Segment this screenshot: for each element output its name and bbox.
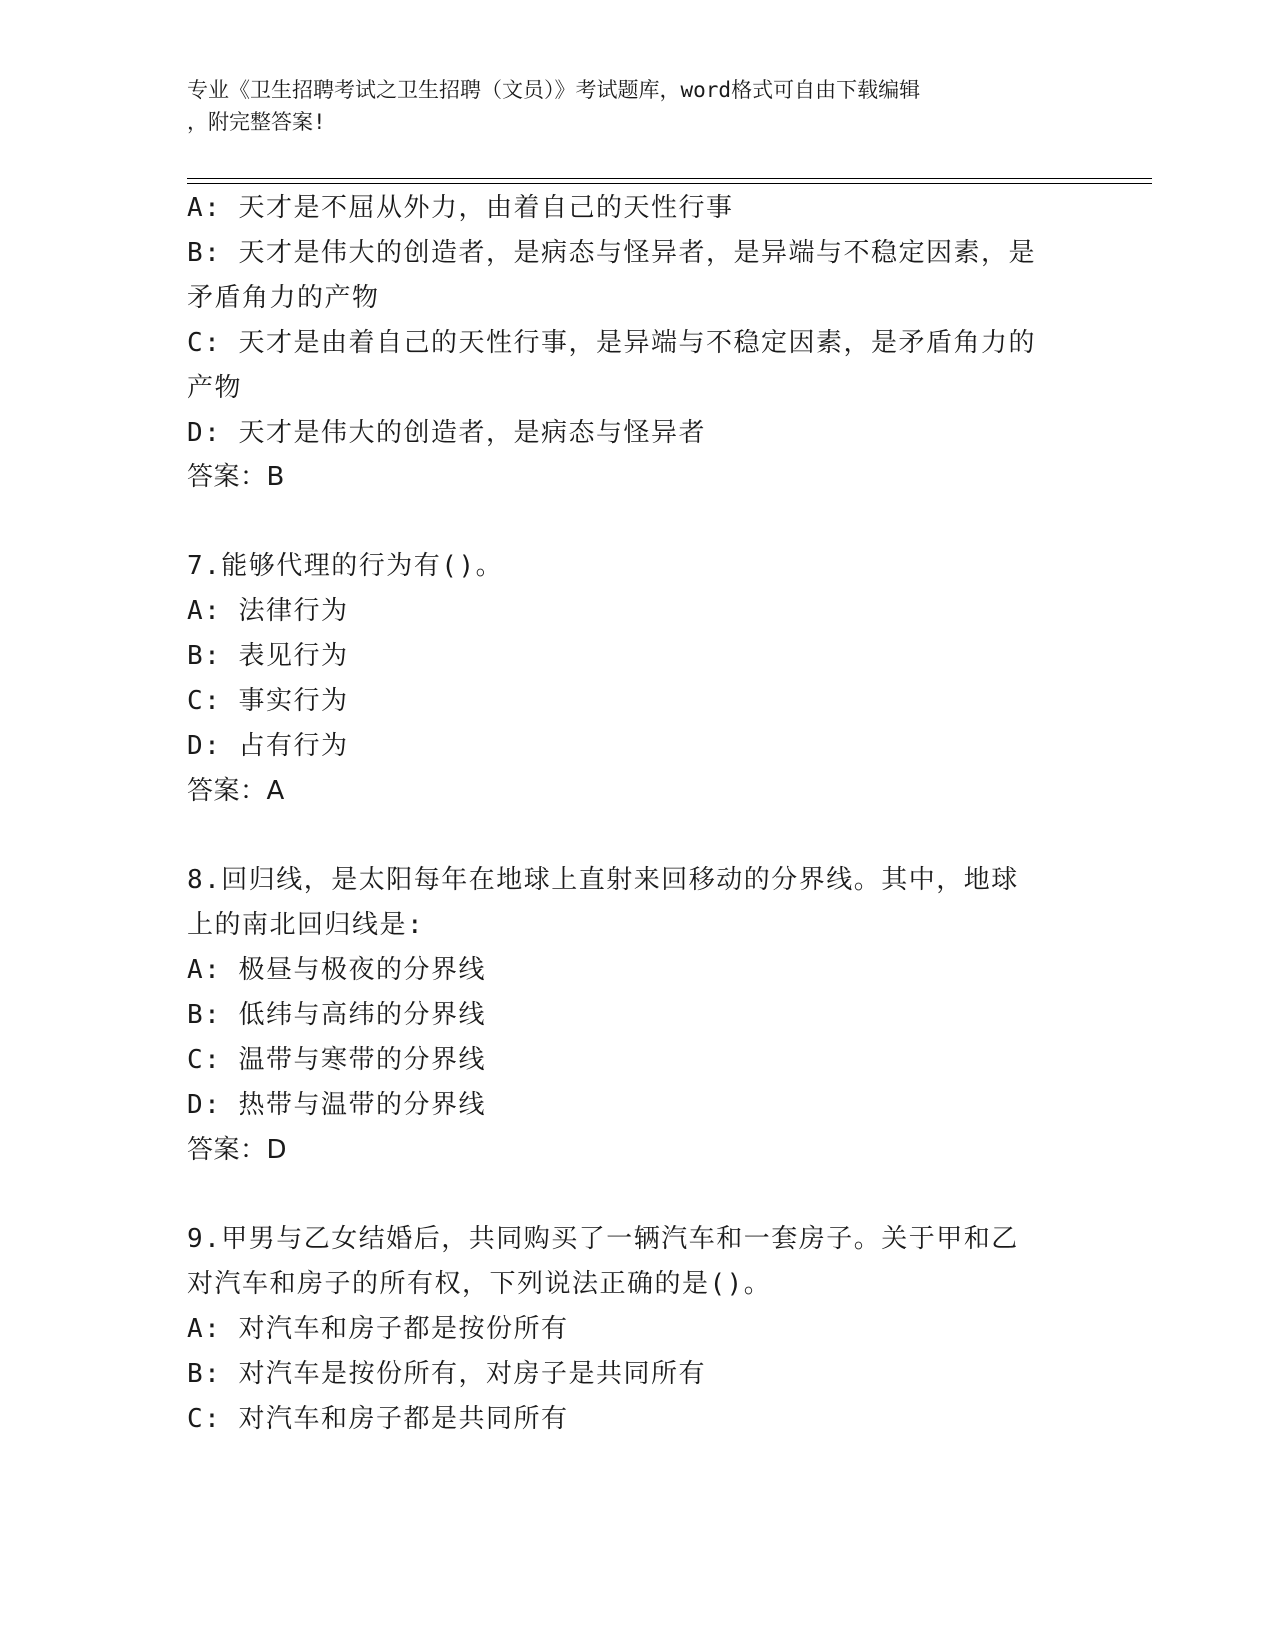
q6-option-b-line-2: 矛盾角力的产物: [187, 283, 380, 313]
q8-option-d: D: 热带与温带的分界线: [187, 1090, 486, 1120]
q7-option-b: B: 表见行为: [187, 641, 349, 671]
q9-stem-line-2: 对汽车和房子的所有权，下列说法正确的是()。: [187, 1269, 772, 1299]
q8-stem-line-1: 8.回归线，是太阳每年在地球上直射来回移动的分界线。其中，地球: [187, 865, 1019, 895]
header-divider-bottom: [187, 183, 1152, 184]
q8-option-b: B: 低纬与高纬的分界线: [187, 1000, 486, 1030]
q8-option-a: A: 极昼与极夜的分界线: [187, 955, 486, 985]
q6-option-c-line-2: 产物: [187, 373, 243, 403]
q7-stem: 7.能够代理的行为有()。: [187, 551, 504, 581]
q8-stem-line-2: 上的南北回归线是:: [187, 910, 425, 940]
q6-option-c-line-1: C: 天才是由着自己的天性行事，是异端与不稳定因素，是矛盾角力的: [187, 328, 1036, 358]
document-header: [187, 74, 1067, 138]
q8-option-c: C: 温带与寒带的分界线: [187, 1045, 486, 1075]
header-line-1: 专业《卫生招聘考试之卫生招聘（文员）》考试题库，word格式可自由下载编辑: [187, 78, 921, 102]
q6-option-d: D: 天才是伟大的创造者，是病态与怪异者: [187, 418, 706, 448]
q7-option-d: D: 占有行为: [187, 731, 349, 761]
q7-option-a: A: 法律行为: [187, 596, 349, 626]
header-divider-top: [187, 178, 1152, 179]
q9-option-a: A: 对汽车和房子都是按份所有: [187, 1314, 569, 1344]
q7-option-c: C: 事实行为: [187, 686, 349, 716]
q6-answer: 答案：B: [187, 462, 285, 492]
header-line-2: ，附完整答案!: [187, 110, 326, 134]
q6-option-a: A: 天才是不屈从外力，由着自己的天性行事: [187, 193, 734, 223]
q6-option-b-line-1: B: 天才是伟大的创造者，是病态与怪异者，是异端与不稳定因素，是: [187, 238, 1036, 268]
q7-answer: 答案：A: [187, 776, 285, 806]
q9-option-c: C: 对汽车和房子都是共同所有: [187, 1404, 569, 1434]
q9-option-b: B: 对汽车是按份所有，对房子是共同所有: [187, 1359, 706, 1389]
q8-answer: 答案：D: [187, 1135, 288, 1165]
q9-stem-line-1: 9.甲男与乙女结婚后，共同购买了一辆汽车和一套房子。关于甲和乙: [187, 1224, 1019, 1254]
